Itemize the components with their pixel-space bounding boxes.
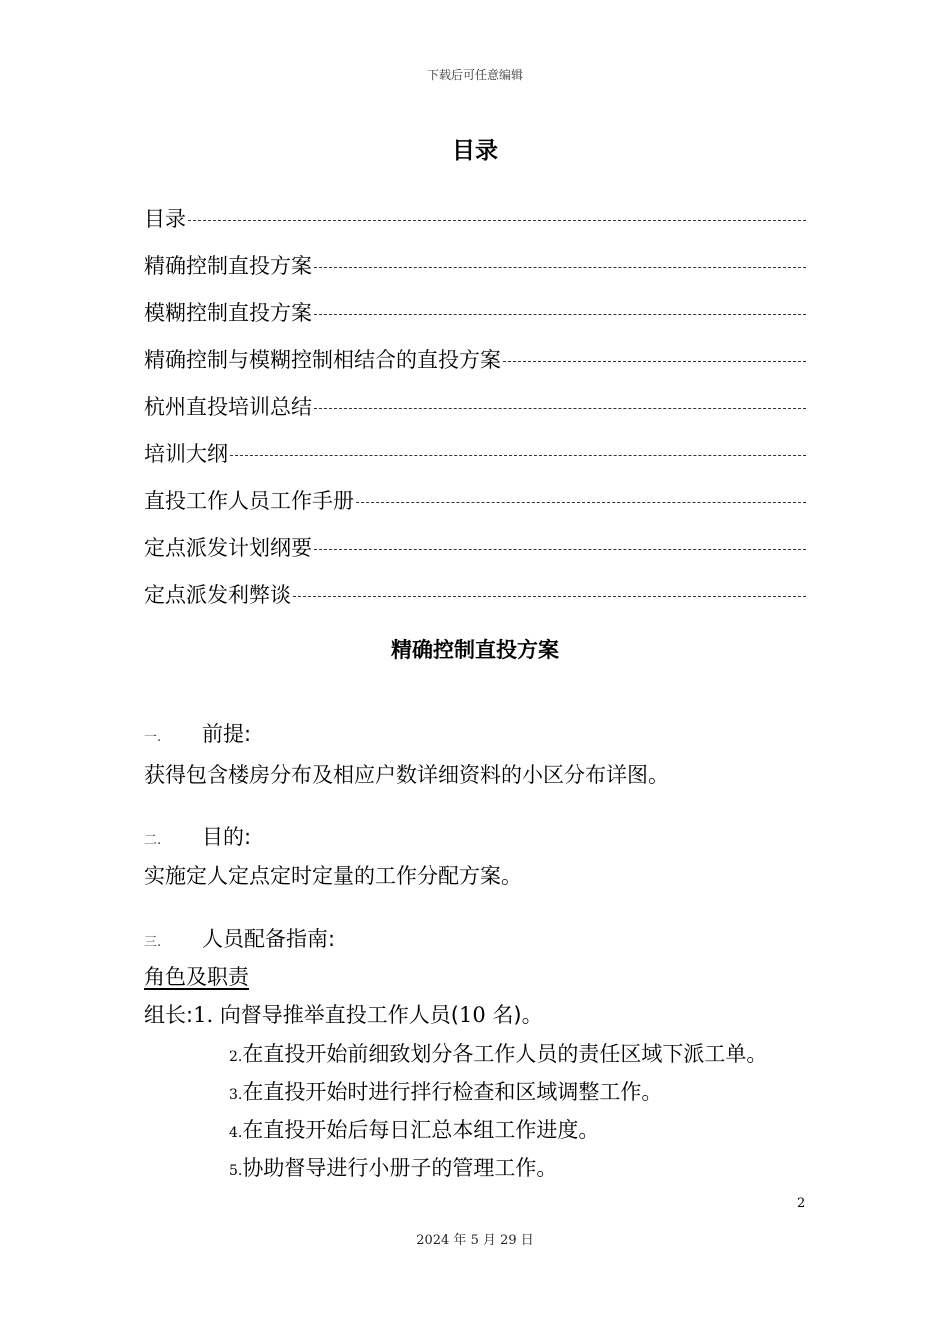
leader-line (144, 999, 543, 1029)
toc-entry[interactable] (144, 241, 806, 288)
toc-entry[interactable] (144, 335, 806, 382)
header-note: 下载后可任意编辑 (426, 68, 523, 82)
premise-text: 获得包含楼房分布及相应户数详细资料的小区分布详图。 (144, 763, 669, 787)
duty-text: 在直投开始后每日汇总本组工作进度。 (242, 1118, 600, 1142)
toc-entry-label: 目录 (144, 206, 186, 231)
toc-leader-dots (314, 408, 806, 409)
toc-title: 目录 (452, 138, 498, 164)
toc-entry[interactable] (144, 570, 806, 617)
leader-duty-item (229, 1038, 767, 1068)
footer-date: 2024 年 5 月 29 日 (416, 1233, 534, 1248)
leader-duty-item (229, 1152, 557, 1182)
toc-leader-dots (356, 502, 806, 503)
leader-duty-item (229, 1076, 662, 1106)
toc-leader-dots (188, 220, 806, 221)
section-title: 精确控制直投方案 (391, 638, 559, 662)
duty-number: 4. (229, 1125, 243, 1141)
duty-text: 协助督导进行小册子的管理工作。 (242, 1156, 558, 1180)
toc-entry-label: 杭州直投培训总结 (144, 394, 312, 419)
heading-premise (144, 718, 251, 748)
duty-number: 3. (229, 1087, 243, 1103)
heading-text: 目的: (202, 825, 252, 849)
heading-number: 二. (144, 833, 162, 848)
table-of-contents (144, 194, 806, 617)
toc-entry-label: 定点派发计划纲要 (144, 535, 312, 560)
leader-item-tail: 名)。 (492, 1003, 543, 1027)
heading-number: 三. (144, 935, 162, 950)
page-number: 2 (797, 1196, 806, 1211)
toc-leader-dots (230, 455, 806, 456)
toc-entry[interactable] (144, 382, 806, 429)
toc-leader-dots (314, 314, 806, 315)
toc-entry-label: 精确控制直投方案 (144, 253, 312, 278)
toc-leader-dots (314, 267, 806, 268)
heading-text: 前提: (202, 722, 252, 746)
leader-label: 组长: (144, 1003, 194, 1027)
duty-text: 在直投开始前细致划分各工作人员的责任区域下派工单。 (242, 1042, 768, 1066)
heading-staffing (144, 923, 335, 953)
leader-item-text: 向督导推举直投工作人员( (219, 1003, 460, 1027)
toc-entry-label: 定点派发利弊谈 (144, 582, 291, 607)
purpose-text: 实施定人定点定时定量的工作分配方案。 (144, 864, 522, 888)
toc-leader-dots (293, 596, 806, 597)
leader-duty-item (229, 1114, 599, 1144)
toc-entry[interactable] (144, 523, 806, 570)
heading-purpose (144, 821, 251, 851)
heading-number: 一. (144, 730, 162, 745)
toc-entry[interactable] (144, 476, 806, 523)
toc-entry[interactable] (144, 194, 806, 241)
roles-heading: 角色及职责 (144, 965, 249, 989)
leader-item-number: 1. (193, 1003, 214, 1027)
toc-leader-dots (314, 549, 806, 550)
toc-entry-label: 模糊控制直投方案 (144, 300, 312, 325)
toc-entry[interactable] (144, 288, 806, 335)
toc-entry-label: 直投工作人员工作手册 (144, 488, 354, 513)
toc-entry-label: 培训大纲 (144, 441, 228, 466)
duty-text: 在直投开始时进行拌行检查和区域调整工作。 (242, 1080, 663, 1104)
duty-number: 5. (229, 1163, 243, 1179)
toc-leader-dots (503, 361, 806, 362)
toc-entry[interactable] (144, 429, 806, 476)
toc-entry-label: 精确控制与模糊控制相结合的直投方案 (144, 347, 501, 372)
leader-item-count: 10 (459, 1003, 486, 1027)
duty-number: 2. (229, 1049, 243, 1065)
heading-text: 人员配备指南: (202, 927, 336, 951)
